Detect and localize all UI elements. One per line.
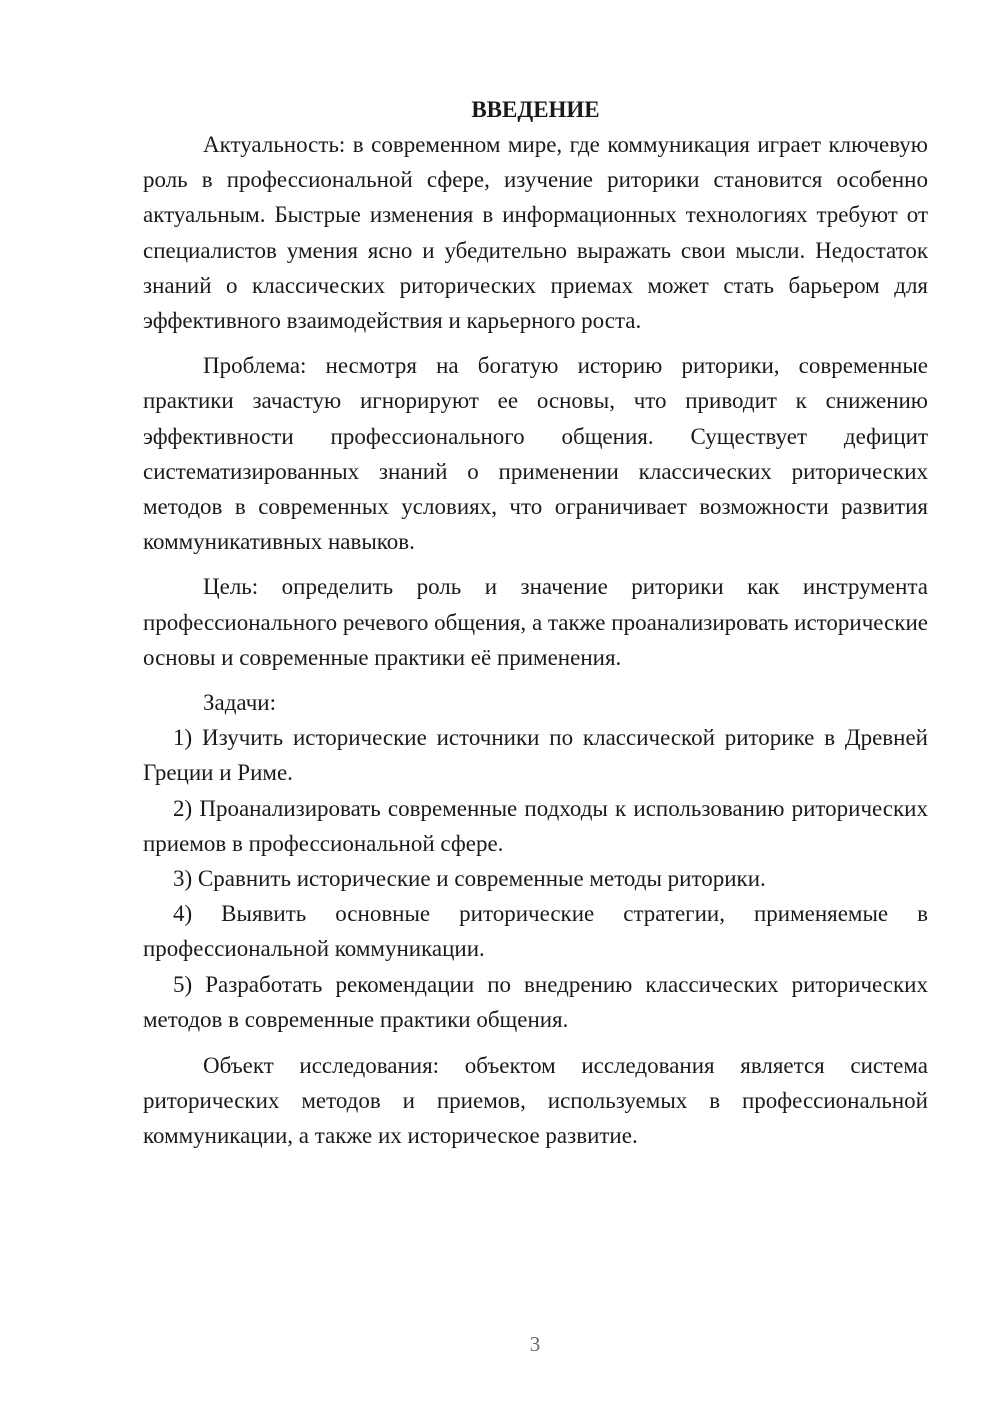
task-item: 1) Изучить исторические источники по классической риторике в Древней Греции и Риме.	[143, 725, 928, 786]
page-title: ВВЕДЕНИЕ	[471, 97, 600, 122]
task-item: 4) Выявить основные риторические стратегии, применяемые в профессиональной коммуникации.	[143, 901, 928, 962]
paragraph-goal: Цель: определить роль и значение риторики как инструмента профессионального речевого общения, а также проанализировать исторические основы и современные практики её применения.	[143, 574, 928, 670]
task-item: 2) Проанализировать современные подходы к использованию риторических приемов в профессиональной сфере.	[143, 795, 928, 856]
tasks-heading: Задачи:	[203, 690, 276, 716]
page-number: 3	[529, 1332, 541, 1356]
paragraph-object: Объект исследования: объектом исследования является система риторических методов и приемов, используемых в профессиональной коммуникации, а также их историческое развитие.	[143, 1053, 928, 1149]
page-content	[143, 92, 928, 1154]
task-item: 3) Сравнить исторические и современные методы риторики.	[173, 866, 766, 892]
task-item: 5) Разработать рекомендации по внедрению классических риторических методов в современные практики общения.	[143, 971, 928, 1032]
paragraph-relevance: Актуальность: в современном мире, где коммуникация играет ключевую роль в профессиональной сфере, изучение риторики становится особенно актуальным. Быстрые изменения в информационных технологиях требуют от специалистов умения ясно и убедительно выражать свои мысли. Недостаток знаний о классических риторических приемах может стать барьером для эффективного взаимодействия и карьерного роста.	[143, 132, 928, 334]
tasks-list	[143, 720, 928, 1037]
paragraph-problem: Проблема: несмотря на богатую историю риторики, современные практики зачастую игнорируют ее основы, что приводит к снижению эффективности профессионального общения. Существует дефицит систематизированных знаний о применении классических риторических методов в современных условиях, что ограничивает возможности развития коммуникативных навыков.	[143, 353, 928, 555]
